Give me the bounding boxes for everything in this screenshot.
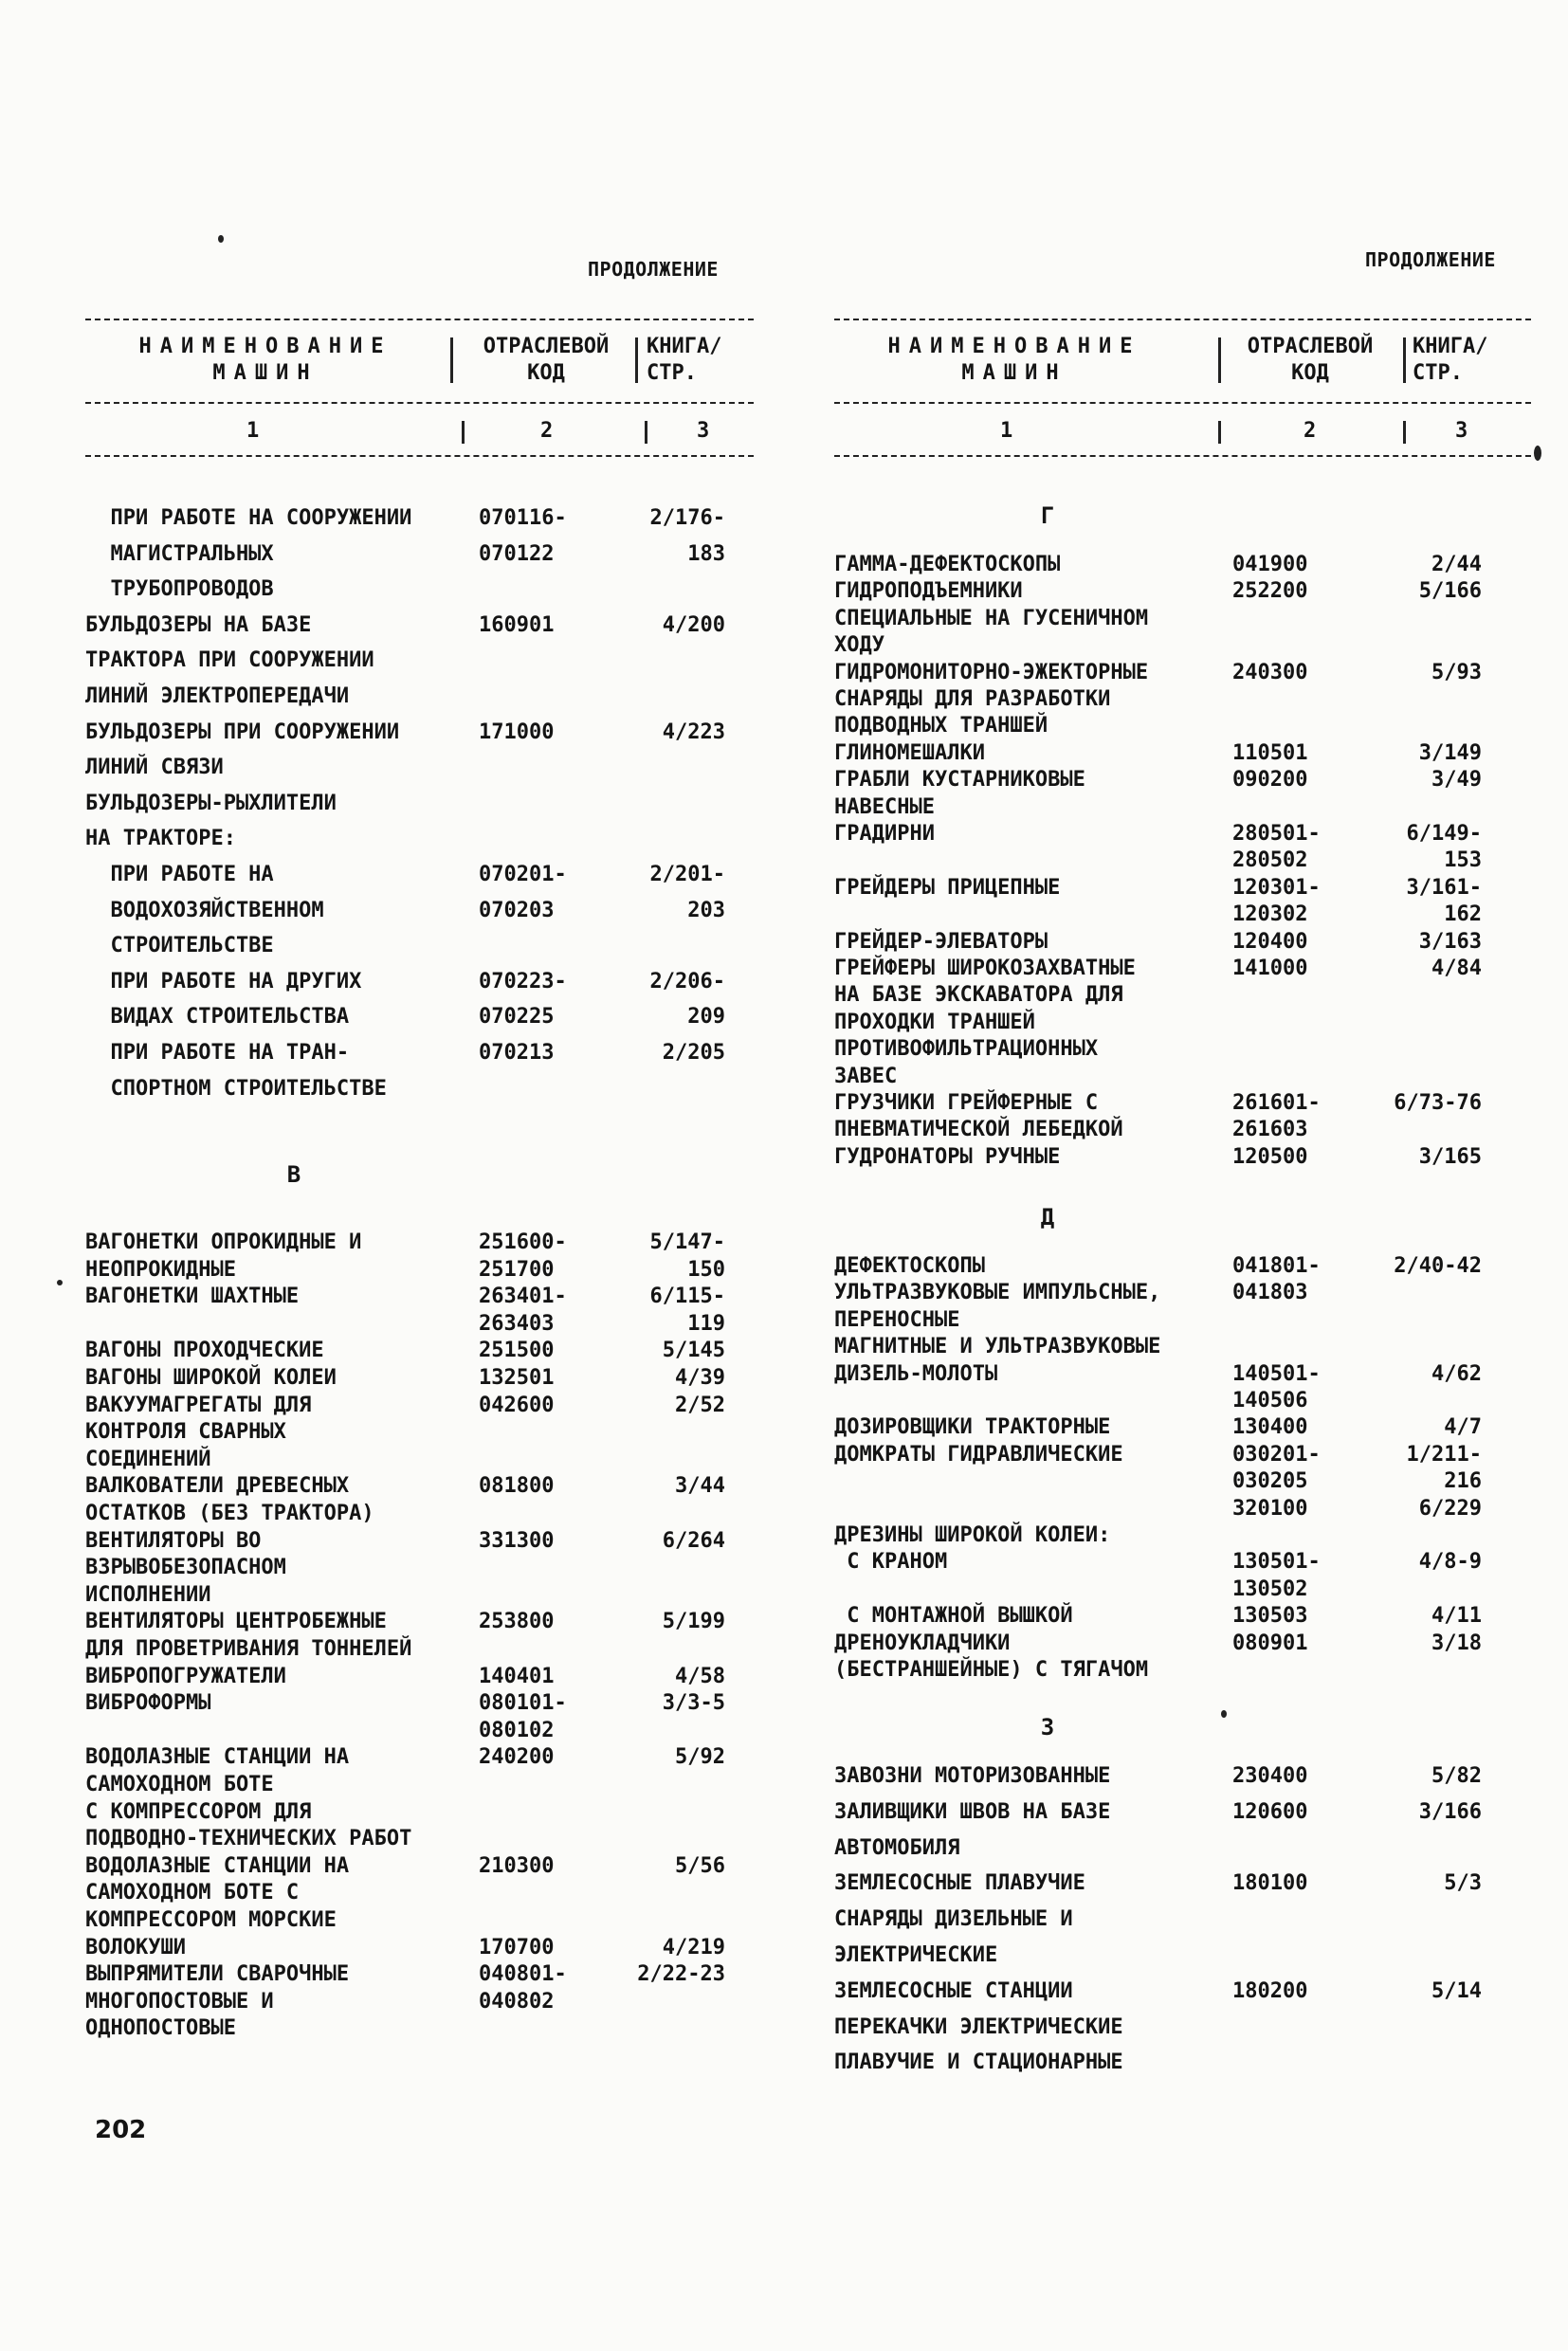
machine-name: ВАГОНЕТКИ ОПРОКИДНЫЕ И xyxy=(85,1230,362,1254)
machine-name: ВОЛОКУШИ xyxy=(85,1935,186,1959)
header-divider xyxy=(1403,337,1406,383)
branch-code: 261603 xyxy=(1232,1118,1308,1142)
branch-code: 280502 xyxy=(1232,848,1308,873)
header-divider xyxy=(1403,421,1406,444)
machine-name: ДИЗЕЛЬ-МОЛОТЫ xyxy=(834,1361,998,1386)
branch-code: 042600 xyxy=(479,1393,555,1417)
branch-code: 040802 xyxy=(479,1989,555,2014)
machine-name: ПОДВОДНО-ТЕХНИЧЕСКИХ РАБОТ xyxy=(85,1827,412,1851)
branch-code: 130503 xyxy=(1232,1604,1308,1629)
book-page: 2/44 xyxy=(1431,553,1482,576)
continuation-label: ПРОДОЛЖЕНИЕ xyxy=(588,258,719,281)
book-page: 3/44 xyxy=(675,1474,725,1499)
machine-name: ВЕНТИЛЯТОРЫ ЦЕНТРОБЕЖНЫЕ xyxy=(85,1610,387,1634)
branch-code: 070116- xyxy=(479,506,567,530)
machine-name: ПРИ РАБОТЕ НА xyxy=(85,863,274,886)
book-page: 6/73-76 xyxy=(1394,1091,1482,1115)
machine-name: С КОМПРЕССОРОМ ДЛЯ xyxy=(85,1799,312,1824)
page-number: 202 xyxy=(95,2116,147,2144)
machine-name: ИСПОЛНЕНИИ xyxy=(85,1582,211,1607)
branch-code: 331300 xyxy=(479,1528,555,1553)
machine-name: ГИДРОМОНИТОРНО-ЭЖЕКТОРНЫЕ xyxy=(834,660,1149,684)
machine-name: ГЛИНОМЕШАЛКИ xyxy=(834,740,985,765)
branch-code: 090200 xyxy=(1232,768,1308,793)
section-letter: В xyxy=(286,1161,301,1188)
branch-code: 263401- xyxy=(479,1285,567,1309)
column-number-1: 1 xyxy=(1000,419,1013,443)
branch-code: 230400 xyxy=(1232,1764,1308,1788)
continuation-label: ПРОДОЛЖЕНИЕ xyxy=(1365,248,1496,271)
scan-speck xyxy=(1534,446,1541,461)
book-page: 1/211- xyxy=(1406,1442,1482,1467)
branch-code: 120400 xyxy=(1232,929,1308,954)
branch-code: 120301- xyxy=(1232,875,1321,900)
header-divider xyxy=(450,337,453,383)
machine-name: ДРЕНОУКЛАДЧИКИ xyxy=(834,1631,1011,1655)
book-page: 4/200 xyxy=(662,612,725,637)
machine-name: ЛИНИЙ СВЯЗИ xyxy=(85,756,224,780)
machine-name: ПНЕВМАТИЧЕСКОЙ ЛЕБЕДКОЙ xyxy=(834,1118,1123,1142)
machine-name: ПЕРЕНОСНЫЕ xyxy=(834,1307,960,1332)
machine-name: ДОЗИРОВЩИКИ ТРАКТОРНЫЕ xyxy=(834,1415,1111,1440)
machine-name: ВЫПРЯМИТЕЛИ СВАРОЧНЫЕ xyxy=(85,1962,350,1987)
branch-code: 160901 xyxy=(479,612,555,637)
machine-name: НАВЕСНЫЕ xyxy=(834,794,935,819)
machine-name: ГРАБЛИ КУСТАРНИКОВЫЕ xyxy=(834,768,1085,793)
branch-code: 140506 xyxy=(1232,1389,1308,1412)
header-name-column: НАИМЕНОВАНИЕ МАШИН xyxy=(887,335,1141,385)
machine-name: ПРИ РАБОТЕ НА СООРУЖЕНИИ xyxy=(85,506,412,530)
header-rule-mid xyxy=(834,402,1531,404)
column-number-3: 3 xyxy=(697,419,710,443)
branch-code: 120302 xyxy=(1232,902,1308,927)
book-page: 3/49 xyxy=(1431,768,1482,793)
branch-code: 141000 xyxy=(1232,957,1308,980)
branch-code: 140401 xyxy=(479,1664,555,1688)
book-page: 6/264 xyxy=(662,1528,725,1553)
column-number-1: 1 xyxy=(246,419,260,443)
branch-code: 070122 xyxy=(479,541,555,566)
branch-code: 041801- xyxy=(1232,1254,1321,1278)
machine-name: ВОДОЛАЗНЫЕ СТАНЦИИ НА xyxy=(85,1745,350,1770)
machine-name: ВИБРОПОГРУЖАТЕЛИ xyxy=(85,1664,286,1688)
machine-name: СНАРЯДЫ ДЛЯ РАЗРАБОТКИ xyxy=(834,687,1111,711)
branch-code: 080901 xyxy=(1232,1631,1308,1655)
book-page: 6/229 xyxy=(1418,1496,1482,1521)
branch-code: 041900 xyxy=(1232,553,1308,576)
machine-name: НА БАЗЕ ЭКСКАВАТОРА ДЛЯ xyxy=(834,983,1123,1008)
machine-name: САМОХОДНОМ БОТЕ xyxy=(85,1773,274,1796)
machine-name: СПЕЦИАЛЬНЫЕ НА ГУСЕНИЧНОМ xyxy=(834,606,1149,630)
machine-name: МАГНИТНЫЕ И УЛЬТРАЗВУКОВЫЕ xyxy=(834,1335,1161,1359)
machine-name: ПРОХОДКИ ТРАНШЕЙ xyxy=(834,1010,1035,1034)
book-page: 6/149- xyxy=(1406,822,1482,846)
machine-name: ВОДОХОЗЯЙСТВЕННОМ xyxy=(85,898,324,922)
machine-name: (БЕСТРАНШЕЙНЫЕ) С ТЯГАЧОМ xyxy=(834,1658,1149,1682)
machine-name: ПРИ РАБОТЕ НА ДРУГИХ xyxy=(85,969,362,993)
section-letter: Д xyxy=(1040,1204,1055,1230)
machine-name: КОНТРОЛЯ СВАРНЫХ xyxy=(85,1420,286,1445)
branch-code: 171000 xyxy=(479,720,555,744)
branch-code: 040801- xyxy=(479,1962,567,1987)
machine-name: ВЕНТИЛЯТОРЫ ВО xyxy=(85,1528,262,1553)
machine-name: БУЛЬДОЗЕРЫ НА БАЗЕ xyxy=(85,612,312,637)
machine-name: СПОРТНОМ СТРОИТЕЛЬСТВЕ xyxy=(85,1076,387,1101)
branch-code: 261601- xyxy=(1232,1091,1321,1115)
machine-name: МАГИСТРАЛЬНЫХ xyxy=(85,541,274,566)
header-rule-mid xyxy=(85,402,754,404)
scan-speck xyxy=(218,235,224,243)
branch-code: 070203 xyxy=(479,898,555,922)
column-number-3: 3 xyxy=(1455,419,1468,443)
machine-name: ВАКУУМАГРЕГАТЫ ДЛЯ xyxy=(85,1393,312,1417)
branch-code: 110501 xyxy=(1232,740,1308,765)
machine-name: ДОМКРАТЫ ГИДРАВЛИЧЕСКИЕ xyxy=(834,1442,1123,1467)
book-page: 5/166 xyxy=(1418,579,1482,604)
machine-name: ТРУБОПРОВОДОВ xyxy=(85,577,274,602)
machine-name: ЗАЛИВЩИКИ ШВОВ НА БАЗЕ xyxy=(834,1799,1111,1824)
branch-code: 252200 xyxy=(1232,579,1308,604)
book-page: 4/8-9 xyxy=(1418,1550,1482,1575)
book-page: 119 xyxy=(687,1311,725,1336)
machine-name: БУЛЬДОЗЕРЫ-РЫХЛИТЕЛИ xyxy=(85,791,337,815)
machine-name: ЗЕМЛЕСОСНЫЕ СТАНЦИИ xyxy=(834,1978,1073,2003)
branch-code: 240200 xyxy=(479,1745,555,1770)
machine-name: ВАГОНЫ ШИРОКОЙ КОЛЕИ xyxy=(85,1366,337,1390)
machine-name: ПЕРЕКАЧКИ ЭЛЕКТРИЧЕСКИЕ xyxy=(834,2014,1123,2039)
book-page: 209 xyxy=(687,1005,725,1030)
book-page: 216 xyxy=(1444,1469,1482,1494)
machine-name: ТРАКТОРА ПРИ СООРУЖЕНИИ xyxy=(85,648,374,673)
branch-code: 070201- xyxy=(479,863,567,886)
branch-code: 130501- xyxy=(1232,1550,1321,1575)
header-divider xyxy=(1218,337,1221,383)
book-page: 4/11 xyxy=(1431,1604,1482,1629)
branch-code: 120500 xyxy=(1232,1144,1308,1169)
book-page: 3/163 xyxy=(1418,929,1482,954)
machine-name: ЗАВОЗНИ МОТОРИЗОВАННЫЕ xyxy=(834,1764,1111,1788)
book-page: 2/52 xyxy=(675,1393,725,1417)
machine-name: СТРОИТЕЛЬСТВЕ xyxy=(85,934,274,958)
book-page: 183 xyxy=(687,541,725,566)
machine-name: ОДНОПОСТОВЫЕ xyxy=(85,2016,236,2041)
machine-name: ПРОТИВОФИЛЬТРАЦИОННЫХ xyxy=(834,1037,1099,1062)
machine-name: С КРАНОМ xyxy=(834,1550,948,1575)
book-page: 5/147- xyxy=(649,1230,725,1254)
branch-code: 170700 xyxy=(479,1935,555,1959)
book-page: 2/176- xyxy=(649,506,725,530)
branch-code: 130502 xyxy=(1232,1576,1308,1601)
book-page: 162 xyxy=(1444,902,1482,927)
branch-code: 251700 xyxy=(479,1257,555,1282)
book-page: 5/3 xyxy=(1444,1871,1482,1896)
column-number-2: 2 xyxy=(540,419,554,443)
book-page: 153 xyxy=(1444,848,1482,873)
book-page: 5/199 xyxy=(662,1610,725,1634)
branch-code: 320100 xyxy=(1232,1496,1308,1521)
header-rule-bottom xyxy=(85,455,754,457)
machine-name: ПОДВОДНЫХ ТРАНШЕЙ xyxy=(834,714,1048,738)
column-number-2: 2 xyxy=(1304,419,1317,443)
machine-name: ДЕФЕКТОСКОПЫ xyxy=(834,1254,985,1278)
machine-name: НА ТРАКТОРЕ: xyxy=(85,827,236,851)
branch-code: 130400 xyxy=(1232,1415,1308,1440)
book-page: 5/145 xyxy=(662,1339,725,1363)
header-rule-bottom xyxy=(834,455,1531,457)
branch-code: 240300 xyxy=(1232,660,1308,684)
machine-name: ВАГОНЕТКИ ШАХТНЫЕ xyxy=(85,1285,300,1309)
section-letter: З xyxy=(1040,1714,1055,1740)
machine-name: ГРЕЙДЕР-ЭЛЕВАТОРЫ xyxy=(834,929,1048,954)
branch-code: 132501 xyxy=(479,1366,555,1390)
book-page: 3/3-5 xyxy=(662,1691,725,1716)
header-book-column: КНИГА/ СТР. xyxy=(647,335,722,385)
header-name-column: НАИМЕНОВАНИЕ МАШИН xyxy=(138,335,392,385)
header-divider xyxy=(645,421,647,444)
book-page: 5/93 xyxy=(1431,660,1482,684)
branch-code: 030201- xyxy=(1232,1442,1321,1467)
book-page: 5/92 xyxy=(675,1745,725,1770)
machine-name: НЕОПРОКИДНЫЕ xyxy=(85,1257,236,1282)
header-divider xyxy=(635,337,638,383)
book-page: 2/22-23 xyxy=(637,1962,725,1987)
machine-name: ГРУЗЧИКИ ГРЕЙФЕРНЫЕ С xyxy=(834,1091,1099,1115)
machine-name: СОЕДИНЕНИЙ xyxy=(85,1447,211,1471)
header-code-column: ОТРАСЛЕВОЙ КОД xyxy=(483,335,610,385)
branch-code: 120600 xyxy=(1232,1799,1308,1824)
branch-code: 280501- xyxy=(1232,822,1321,846)
header-rule-top xyxy=(85,319,754,320)
machine-name: ВАЛКОВАТЕЛИ ДРЕВЕСНЫХ xyxy=(85,1474,350,1499)
branch-code: 140501- xyxy=(1232,1361,1321,1386)
machine-name: КОМПРЕССОРОМ МОРСКИЕ xyxy=(85,1908,337,1932)
machine-name: ВОДОЛАЗНЫЕ СТАНЦИИ НА xyxy=(85,1853,350,1878)
book-page: 2/206- xyxy=(649,969,725,993)
section-letter: Г xyxy=(1040,502,1055,529)
branch-code: 180200 xyxy=(1232,1978,1308,2003)
book-page: 6/115- xyxy=(649,1285,725,1309)
machine-name: ЗАВЕС xyxy=(834,1064,898,1088)
header-code-column: ОТРАСЛЕВОЙ КОД xyxy=(1247,335,1374,385)
book-page: 3/149 xyxy=(1418,740,1482,765)
scan-speck xyxy=(57,1280,63,1285)
book-page: 150 xyxy=(687,1257,725,1282)
machine-name: УЛЬТРАЗВУКОВЫЕ ИМПУЛЬСНЫЕ, xyxy=(834,1281,1161,1305)
book-page: 3/161- xyxy=(1406,875,1482,900)
machine-name: ГАММА-ДЕФЕКТОСКОПЫ xyxy=(834,553,1061,576)
branch-code: 263403 xyxy=(479,1311,555,1336)
machine-name: ГИДРОПОДЪЕМНИКИ xyxy=(834,579,1023,604)
machine-name: САМОХОДНОМ БОТЕ С xyxy=(85,1881,300,1905)
machine-name: ОСТАТКОВ (БЕЗ ТРАКТОРА) xyxy=(85,1502,374,1525)
book-page: 2/40-42 xyxy=(1394,1254,1482,1278)
book-page: 4/58 xyxy=(675,1664,725,1688)
book-page: 203 xyxy=(687,898,725,922)
branch-code: 210300 xyxy=(479,1853,555,1878)
machine-name: ПЛАВУЧИЕ И СТАЦИОНАРНЫЕ xyxy=(834,2050,1123,2075)
machine-name: МНОГОПОСТОВЫЕ И xyxy=(85,1989,274,2014)
branch-code: 030205 xyxy=(1232,1469,1308,1494)
machine-name: ВИДАХ СТРОИТЕЛЬСТВА xyxy=(85,1005,350,1030)
header-rule-top xyxy=(834,319,1531,320)
book-page: 5/56 xyxy=(675,1853,725,1878)
book-page: 3/166 xyxy=(1418,1799,1482,1824)
machine-name: БУЛЬДОЗЕРЫ ПРИ СООРУЖЕНИИ xyxy=(85,720,400,744)
machine-name: ЛИНИЙ ЭЛЕКТРОПЕРЕДАЧИ xyxy=(85,684,350,708)
branch-code: 251500 xyxy=(479,1339,555,1363)
book-page: 4/7 xyxy=(1444,1415,1482,1440)
branch-code: 080102 xyxy=(479,1718,555,1742)
book-page: 5/82 xyxy=(1431,1764,1482,1788)
branch-code: 253800 xyxy=(479,1610,555,1634)
branch-code: 080101- xyxy=(479,1691,567,1716)
book-page: 4/62 xyxy=(1431,1361,1482,1386)
machine-name: С МОНТАЖНОЙ ВЫШКОЙ xyxy=(834,1604,1073,1629)
machine-name: ДЛЯ ПРОВЕТРИВАНИЯ ТОННЕЛЕЙ xyxy=(85,1637,412,1661)
branch-code: 180100 xyxy=(1232,1871,1308,1896)
machine-name: ВЗРЫВОБЕЗОПАСНОМ xyxy=(85,1556,286,1580)
machine-name: ЗЕМЛЕСОСНЫЕ ПЛАВУЧИЕ xyxy=(834,1871,1085,1896)
machine-name: ХОДУ xyxy=(834,633,884,658)
machine-name: ДРЕЗИНЫ ШИРОКОЙ КОЛЕИ: xyxy=(834,1523,1111,1547)
machine-name: ГРЕЙФЕРЫ ШИРОКОЗАХВАТНЫЕ xyxy=(834,957,1136,980)
branch-code: 070213 xyxy=(479,1041,555,1065)
book-page: 4/84 xyxy=(1431,957,1482,980)
scan-speck xyxy=(1221,1710,1227,1718)
machine-name: ВАГОНЫ ПРОХОДЧЕСКИЕ xyxy=(85,1339,324,1363)
machine-name: ГУДРОНАТОРЫ РУЧНЫЕ xyxy=(834,1144,1061,1169)
branch-code: 041803 xyxy=(1232,1281,1308,1305)
book-page: 4/223 xyxy=(662,720,725,744)
book-page: 3/18 xyxy=(1431,1631,1482,1655)
machine-name: ПРИ РАБОТЕ НА ТРАН- xyxy=(85,1041,350,1065)
header-book-column: КНИГА/ СТР. xyxy=(1413,335,1488,385)
book-page: 2/201- xyxy=(649,863,725,886)
book-page: 3/165 xyxy=(1418,1144,1482,1169)
branch-code: 070223- xyxy=(479,969,567,993)
machine-name: АВТОМОБИЛЯ xyxy=(834,1835,960,1860)
book-page: 4/219 xyxy=(662,1935,725,1959)
book-page: 5/14 xyxy=(1431,1978,1482,2003)
machine-name: СНАРЯДЫ ДИЗЕЛЬНЫЕ И xyxy=(834,1907,1073,1932)
book-page: 2/205 xyxy=(662,1041,725,1065)
machine-name: ЭЛЕКТРИЧЕСКИЕ xyxy=(834,1943,998,1967)
branch-code: 070225 xyxy=(479,1005,555,1030)
header-divider xyxy=(1218,421,1221,444)
machine-name: ГРАДИРНИ xyxy=(834,822,935,846)
branch-code: 081800 xyxy=(479,1474,555,1499)
machine-name: ВИБРОФОРМЫ xyxy=(85,1691,211,1716)
header-divider xyxy=(462,421,465,444)
machine-name: ГРЕЙДЕРЫ ПРИЦЕПНЫЕ xyxy=(834,875,1061,900)
book-page: 4/39 xyxy=(675,1366,725,1390)
branch-code: 251600- xyxy=(479,1230,567,1254)
